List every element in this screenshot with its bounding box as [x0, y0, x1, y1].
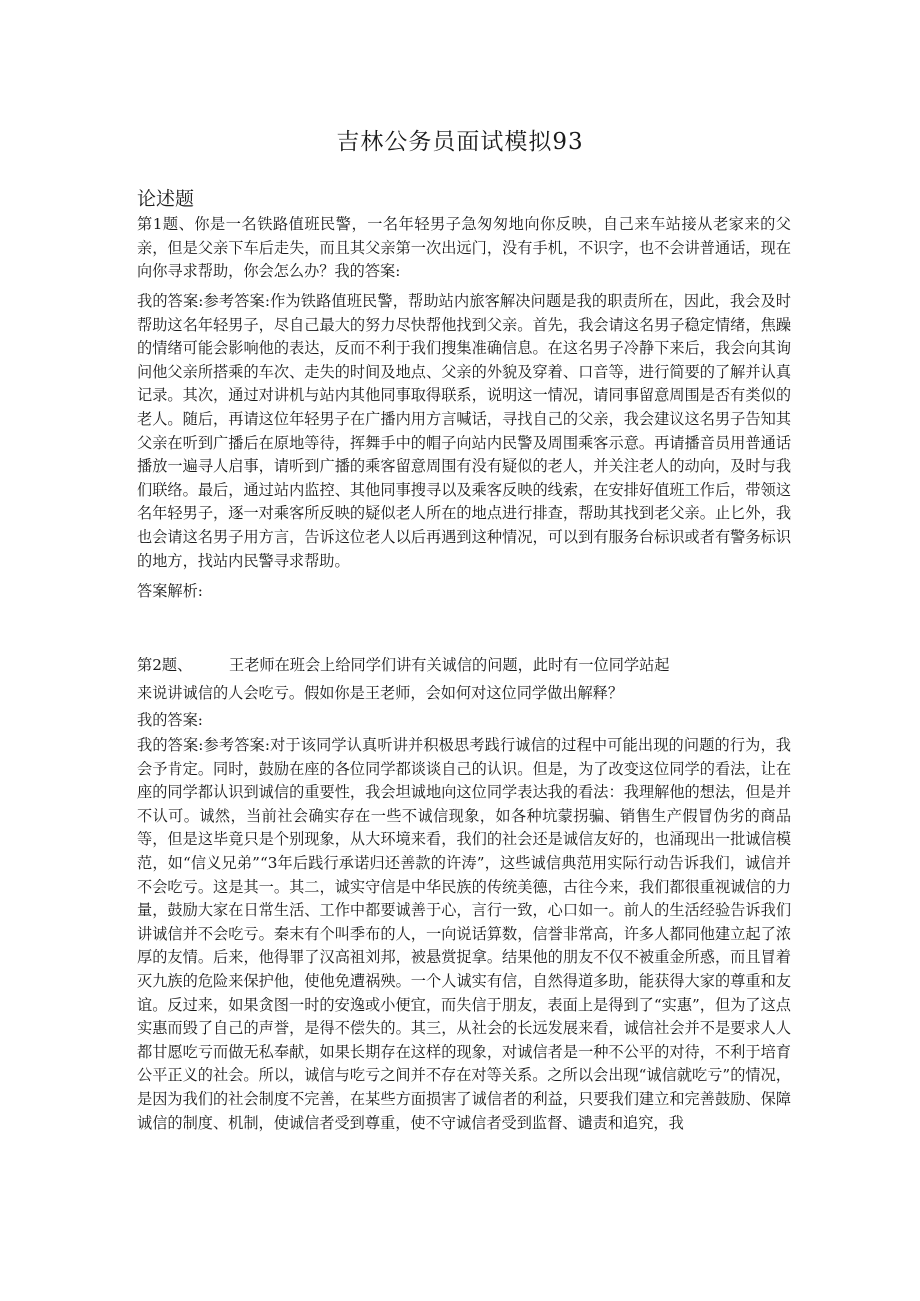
- document-title: 吉林公务员面试模拟93: [336, 129, 584, 155]
- answer-1-text: 我的答案:参考答案:作为铁路值班民警，帮助站内旅客解决问题是我的职责所在，因此，我会及时帮助这名年轻男子，尽自己最大的努力尽快帮他找到父亲。首先，我会请这名男子稳定情绪，焦躁的情绪可能会影响他的表达，反而不利于我们搜集准确信息。在这名男子冷静下来后，我会向其询问他父亲所搭乘的车次、走失的时间及地点、父亲的外貌及穿着、口音等，进行简要的了解并认真记录。其次，通过对讲机与站内其他同事取得联系，说明这一情况，请同事留意周围是否有类似的老人。随后，再请这位年轻男子在广播内用方言喊话，寻找自己的父亲，我会建议这名男子告知其父亲在听到广播后在原地等待，挥舞手中的帽子向站内民警及周围乘客示意。再请播音员用普通话播放一遍寻人启事，请听到广播的乘客留意周围有没有疑似的老人，并关注老人的动向，及时与我们联络。最后，通过站内监控、其他同事搜寻以及乘客反映的线索，在安排好值班工作后，带领这名年轻男子，逐一对乘客所反映的疑似老人所在的地点进行排查，帮助其找到老父亲。止匕外，我也会请这名男子用方言，告诉这位老人以后再遇到这种情况，可以到有服务台标识或者有警务标识的地方，找站内民警寻求帮助。: [137, 292, 791, 570]
- answer-1: [137, 290, 791, 573]
- question-2: [137, 654, 791, 705]
- question-2-number: 第2题、: [137, 656, 193, 674]
- my-answer-2-label-block: [137, 709, 791, 733]
- question-2-text-part-1: 王老师在班会上给同学们讲有关诚信的问题，此时有一位同学站起: [229, 656, 670, 674]
- question-2-text-part-2: 来说讲诚信的人会吃亏。假如你是王老师，会如何对这位同学做出解释？: [137, 683, 623, 702]
- question-1-text: 第1题、你是一名铁路值班民警，一名年轻男子急匆匆地向你反映，自己来车站接从老家来的父亲，但是父亲下车后走失，而且其父亲第一次出远门，没有手机，不识字，也不会讲普通话，现在向你寻求帮助，你会怎么办？我的答案:: [137, 215, 791, 281]
- answer-2: [137, 734, 791, 1135]
- explanation-1-label: 答案解析:: [137, 582, 203, 600]
- explanation-1: [137, 580, 791, 604]
- question-2-line-1: [137, 654, 791, 678]
- my-answer-2-label: 我的答案:: [137, 711, 203, 729]
- answer-2-text: 我的答案:参考答案:对于该同学认真听讲并积极思考践行诚信的过程中可能出现的问题的行为，我会予肯定。同时，鼓励在座的各位同学都谈谈自己的认识。但是，为了改变这位同学的看法，让在座的同学都认识到诚信的重要性，我会坦诚地向这位同学表达我的看法：我理解他的想法，但是并不认可。诚然，当前社会确实存在一些不诚信现象，如各种坑蒙拐骗、销售生产假冒伪劣的商品等，但是这毕竟只是个别现象，从大环境来看，我们的社会还是诚信友好的，也涌现出一批诚信模范，如“信义兄弟”“3年后践行承诺归还善款的许涛”，这些诚信典范用实际行动告诉我们，诚信并不会吃亏。这是其一。其二，诚实守信是中华民族的传统美德，古往今来，我们都很重视诚信的力量，鼓励大家在日常生活、工作中都要诚善于心，言行一致，心口如一。前人的生活经验告诉我们讲诚信并不会吃亏。秦末有个叫季布的人，一向说话算数，信誉非常高，许多人都同他建立起了浓厚的友情。后来，他得罪了汉高祖刘邦，被悬赏捉拿。结果他的朋友不仅不被重金所惑，而且冒着灭九族的危险来保护他，使他免遭祸殃。一个人诚实有信，自然得道多助，能获得大家的尊重和友谊。反过来，如果贪图一时的安逸或小便宜，而失信于朋友，表面上是得到了“实惠”，但为了这点实惠而毁了自己的声誉，是得不偿失的。其三，从社会的长远发展来看，诚信社会并不是要求人人都甘愿吃亏而做无私奉献，如果长期存在这样的现象，对诚信者是一种不公平的对待，不利于培育公平正义的社会。所以，诚信与吃亏之间并不存在对等关系。之所以会出现“诚信就吃亏”的情况，是因为我们的社会制度不完善，在某些方面损害了诚信者的利益，只要我们建立和完善鼓励、保障诚信的制度、机制，使诚信者受到尊重，使不守诚信者受到监督、谴责和追究，我: [137, 736, 791, 1132]
- section-heading: 论述题: [137, 188, 195, 210]
- question-1: [137, 213, 791, 284]
